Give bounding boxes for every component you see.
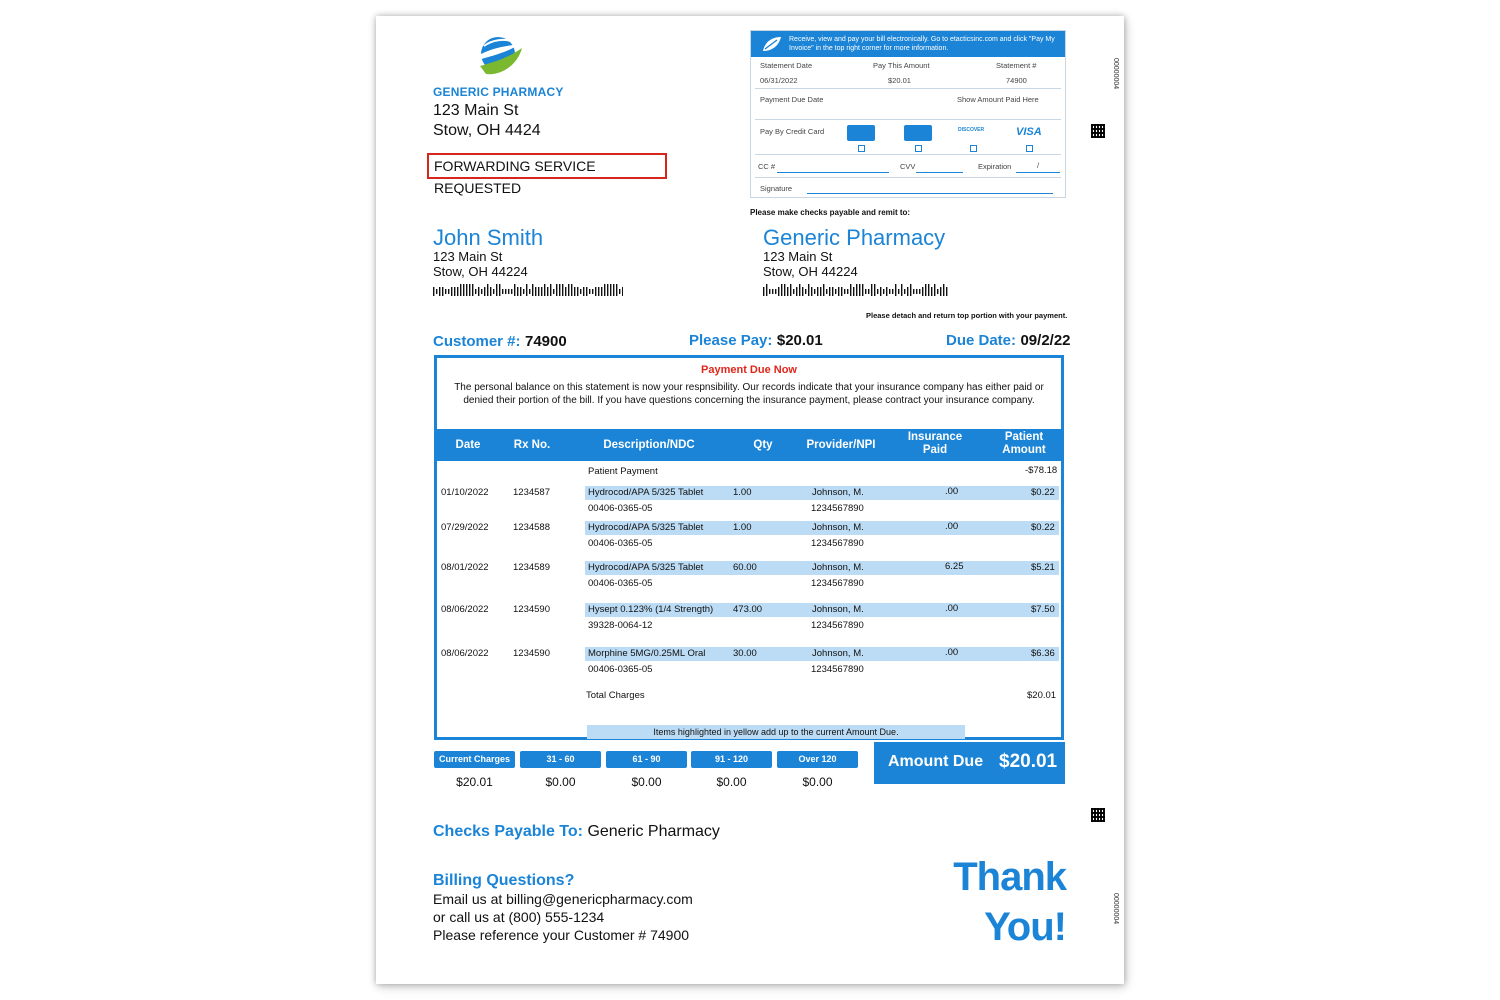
patient-payment-label: Patient Payment <box>588 466 658 477</box>
row-npi: 1234567890 <box>811 503 864 514</box>
checks-payable-note: Please make checks payable and remit to: <box>750 208 911 217</box>
row-insurance-paid: .00 <box>945 603 959 614</box>
aging-tab-label: Current Charges <box>434 751 515 768</box>
row-insurance-paid: .00 <box>945 521 959 532</box>
patient-payment-amount: -$78.18 <box>1025 465 1058 476</box>
amount-due-value: $20.01 <box>999 751 1058 772</box>
row-date: 01/10/2022 <box>441 487 489 498</box>
row-ndc: 39328-0064-12 <box>588 620 653 631</box>
row-provider: Johnson, M. <box>812 604 864 615</box>
discover-checkbox[interactable] <box>970 145 977 152</box>
discover-card-icon: DISCOVER <box>958 127 985 133</box>
online-pay-banner <box>751 31 1065 57</box>
pay-amount-value: $20.01 <box>888 76 911 85</box>
row-rx-no: 1234588 <box>513 522 550 533</box>
amex-card-icon <box>847 125 875 141</box>
row-npi: 1234567890 <box>811 538 864 549</box>
amount-due-box <box>874 742 1065 784</box>
payment-due-title: Payment Due Now <box>701 364 797 376</box>
row-npi: 1234567890 <box>811 578 864 589</box>
row-date: 08/06/2022 <box>441 604 489 615</box>
aging-tab-label: 91 - 120 <box>691 751 772 768</box>
pay-amount-label: Pay This Amount <box>873 61 930 70</box>
billing-questions-heading: Billing Questions? <box>433 872 575 889</box>
row-ndc: 00406-0365-05 <box>588 538 653 549</box>
pharmacy-logo <box>472 32 524 80</box>
aging-tab-label: Over 120 <box>777 751 858 768</box>
recipient-address-line2: Stow, OH 44224 <box>433 264 528 279</box>
row-insurance-paid: 6.25 <box>945 561 964 572</box>
total-charges-label: Total Charges <box>586 690 645 701</box>
payment-due-notice: The personal balance on this statement is now your respnsibility. Our records indicate that your insurance company has either paid or denied their portion of the bill. If you have questions concerning the insurance payment, please contract your insurance company. <box>454 382 1044 406</box>
row-description: Hydrocod/APA 5/325 Tablet <box>588 522 704 533</box>
recipient-name: John Smith <box>433 225 544 250</box>
statement-date-label: Statement Date <box>760 61 813 70</box>
aging-tab-label: 61 - 90 <box>606 751 687 768</box>
row-date: 07/29/2022 <box>441 522 489 533</box>
datamatrix-code-bottom <box>1091 808 1105 822</box>
row-qty: 473.00 <box>733 604 763 615</box>
please-pay <box>689 332 823 350</box>
row-patient-amount: $6.36 <box>1031 648 1055 659</box>
row-patient-amount: $5.21 <box>1031 562 1055 573</box>
charges-box <box>434 355 1064 740</box>
row-patient-amount: $7.50 <box>1031 604 1055 615</box>
thank-you-line1: Thank <box>953 855 1066 899</box>
customer-number-value: 74900 <box>524 333 567 350</box>
highlight-note: Items highlighted in yellow add up to the current Amount Due. <box>587 725 965 739</box>
amex-checkbox[interactable] <box>858 145 865 152</box>
detach-note: Please detach and return top portion with your payment. <box>866 311 1068 320</box>
signature-label: Signature <box>760 184 793 193</box>
sender-address-line2: Stow, OH 4424 <box>433 122 541 139</box>
row-description: Hysept 0.123% (1/4 Strength) <box>588 604 714 615</box>
aging-tab-value: $0.00 <box>716 775 747 789</box>
row-description: Hydrocod/APA 5/325 Tablet <box>588 562 704 573</box>
sender-address-line1: 123 Main St <box>433 102 519 119</box>
aging-tab-value: $0.00 <box>545 775 576 789</box>
row-patient-amount: $0.22 <box>1031 522 1055 533</box>
visa-card-icon: VISA <box>1016 126 1042 138</box>
remit-to-address-line2: Stow, OH 44224 <box>763 264 858 279</box>
row-ndc: 00406-0365-05 <box>588 664 653 675</box>
cvv-field[interactable] <box>916 172 963 173</box>
datamatrix-code-top <box>1091 124 1105 138</box>
col-provider: Provider/NPI <box>806 439 876 451</box>
customer-number <box>433 333 567 351</box>
col-rx-no: Rx No. <box>513 439 551 451</box>
col-patient-amount: Patient Amount <box>1002 431 1046 456</box>
mastercard-icon <box>904 125 932 141</box>
billing-phone-line: or call us at (800) 555-1234 <box>433 909 605 925</box>
thank-you-line2: You! <box>984 905 1066 949</box>
due-date-label: Payment Due Date <box>760 95 824 104</box>
col-description: Description/NDC <box>603 439 695 451</box>
aging-tab-value: $0.00 <box>631 775 662 789</box>
row-npi: 1234567890 <box>811 620 864 631</box>
aging-tab-value: $0.00 <box>802 775 833 789</box>
statement-no-value: 74900 <box>1006 76 1027 85</box>
row-insurance-paid: .00 <box>945 647 959 658</box>
recipient-postal-barcode <box>433 284 623 296</box>
online-pay-text: Receive, view and pay your bill electronically. Go to etacticsinc.com and click "Pay My Invoice" in the top right corner for more information. <box>789 36 1055 52</box>
row-ndc: 00406-0365-05 <box>588 503 653 514</box>
checks-payable-value: Generic Pharmacy <box>587 823 720 840</box>
col-insurance-paid: Insurance Paid <box>907 431 963 456</box>
checks-payable-line <box>433 823 720 841</box>
row-rx-no: 1234589 <box>513 562 550 573</box>
leaf-icon <box>761 35 783 53</box>
customer-number-label: Customer #: <box>433 333 521 350</box>
credit-card-label: Pay By Credit Card <box>760 127 825 136</box>
col-qty: Qty <box>753 439 773 451</box>
aging-tab-value: $20.01 <box>456 775 493 789</box>
row-description: Hydrocod/APA 5/325 Tablet <box>588 487 704 498</box>
remit-to-address-line1: 123 Main St <box>763 249 833 264</box>
total-charges-value: $20.01 <box>1027 690 1057 701</box>
row-patient-amount: $0.22 <box>1031 487 1055 498</box>
row-description: Morphine 5MG/0.25ML Oral <box>588 648 706 659</box>
row-npi: 1234567890 <box>811 664 864 675</box>
mastercard-checkbox[interactable] <box>915 145 922 152</box>
please-pay-label: Please Pay: <box>689 332 773 349</box>
due-date-label: Due Date: <box>946 332 1017 349</box>
visa-checkbox[interactable] <box>1026 145 1033 152</box>
expiration-separator: / <box>1037 161 1040 170</box>
cc-number-label: CC # <box>758 162 776 171</box>
remit-to-name: Generic Pharmacy <box>763 225 946 250</box>
row-rx-no: 1234590 <box>513 648 550 659</box>
margin-code-bottom: 00000004 <box>1112 893 1119 925</box>
remit-to-postal-barcode <box>763 284 948 296</box>
forwarding-service-notice: FORWARDING SERVICE REQUESTED <box>427 153 667 179</box>
row-rx-no: 1234587 <box>513 487 550 498</box>
row-provider: Johnson, M. <box>812 487 864 498</box>
row-qty: 60.00 <box>733 562 757 573</box>
pharmacy-logo-name: GENERIC PHARMACY <box>433 85 564 99</box>
col-date: Date <box>455 439 481 451</box>
billing-email-line: Email us at billing@genericpharmacy.com <box>433 891 693 907</box>
row-insurance-paid: .00 <box>945 486 959 497</box>
row-ndc: 00406-0365-05 <box>588 578 653 589</box>
row-qty: 1.00 <box>733 487 752 498</box>
expiration-field[interactable] <box>1016 172 1060 173</box>
row-qty: 30.00 <box>733 648 757 659</box>
amount-due-label: Amount Due <box>888 753 984 770</box>
amount-paid-label: Show Amount Paid Here <box>957 95 1039 104</box>
row-date: 08/01/2022 <box>441 562 489 573</box>
remittance-stub <box>750 30 1066 198</box>
checks-payable-label: Checks Payable To: <box>433 823 583 840</box>
statement-date-value: 06/31/2022 <box>760 76 798 85</box>
row-rx-no: 1234590 <box>513 604 550 615</box>
signature-field[interactable] <box>807 193 1053 194</box>
due-date <box>946 332 1071 350</box>
recipient-address-line1: 123 Main St <box>433 249 503 264</box>
row-qty: 1.00 <box>733 522 752 533</box>
row-date: 08/06/2022 <box>441 648 489 659</box>
please-pay-value: $20.01 <box>776 332 823 349</box>
row-provider: Johnson, M. <box>812 648 864 659</box>
expiration-label: Expiration <box>978 162 1012 171</box>
table-header <box>437 429 1061 461</box>
margin-code-top: 00000004 <box>1112 58 1119 90</box>
statement-no-label: Statement # <box>996 61 1037 70</box>
aging-tab-label: 31 - 60 <box>520 751 601 768</box>
cc-number-field[interactable] <box>777 172 889 173</box>
due-date-value: 09/2/22 <box>1020 332 1071 349</box>
row-provider: Johnson, M. <box>812 562 864 573</box>
billing-reference-line: Please reference your Customer # 74900 <box>433 927 690 943</box>
cvv-label: CVV <box>900 162 916 171</box>
row-provider: Johnson, M. <box>812 522 864 533</box>
